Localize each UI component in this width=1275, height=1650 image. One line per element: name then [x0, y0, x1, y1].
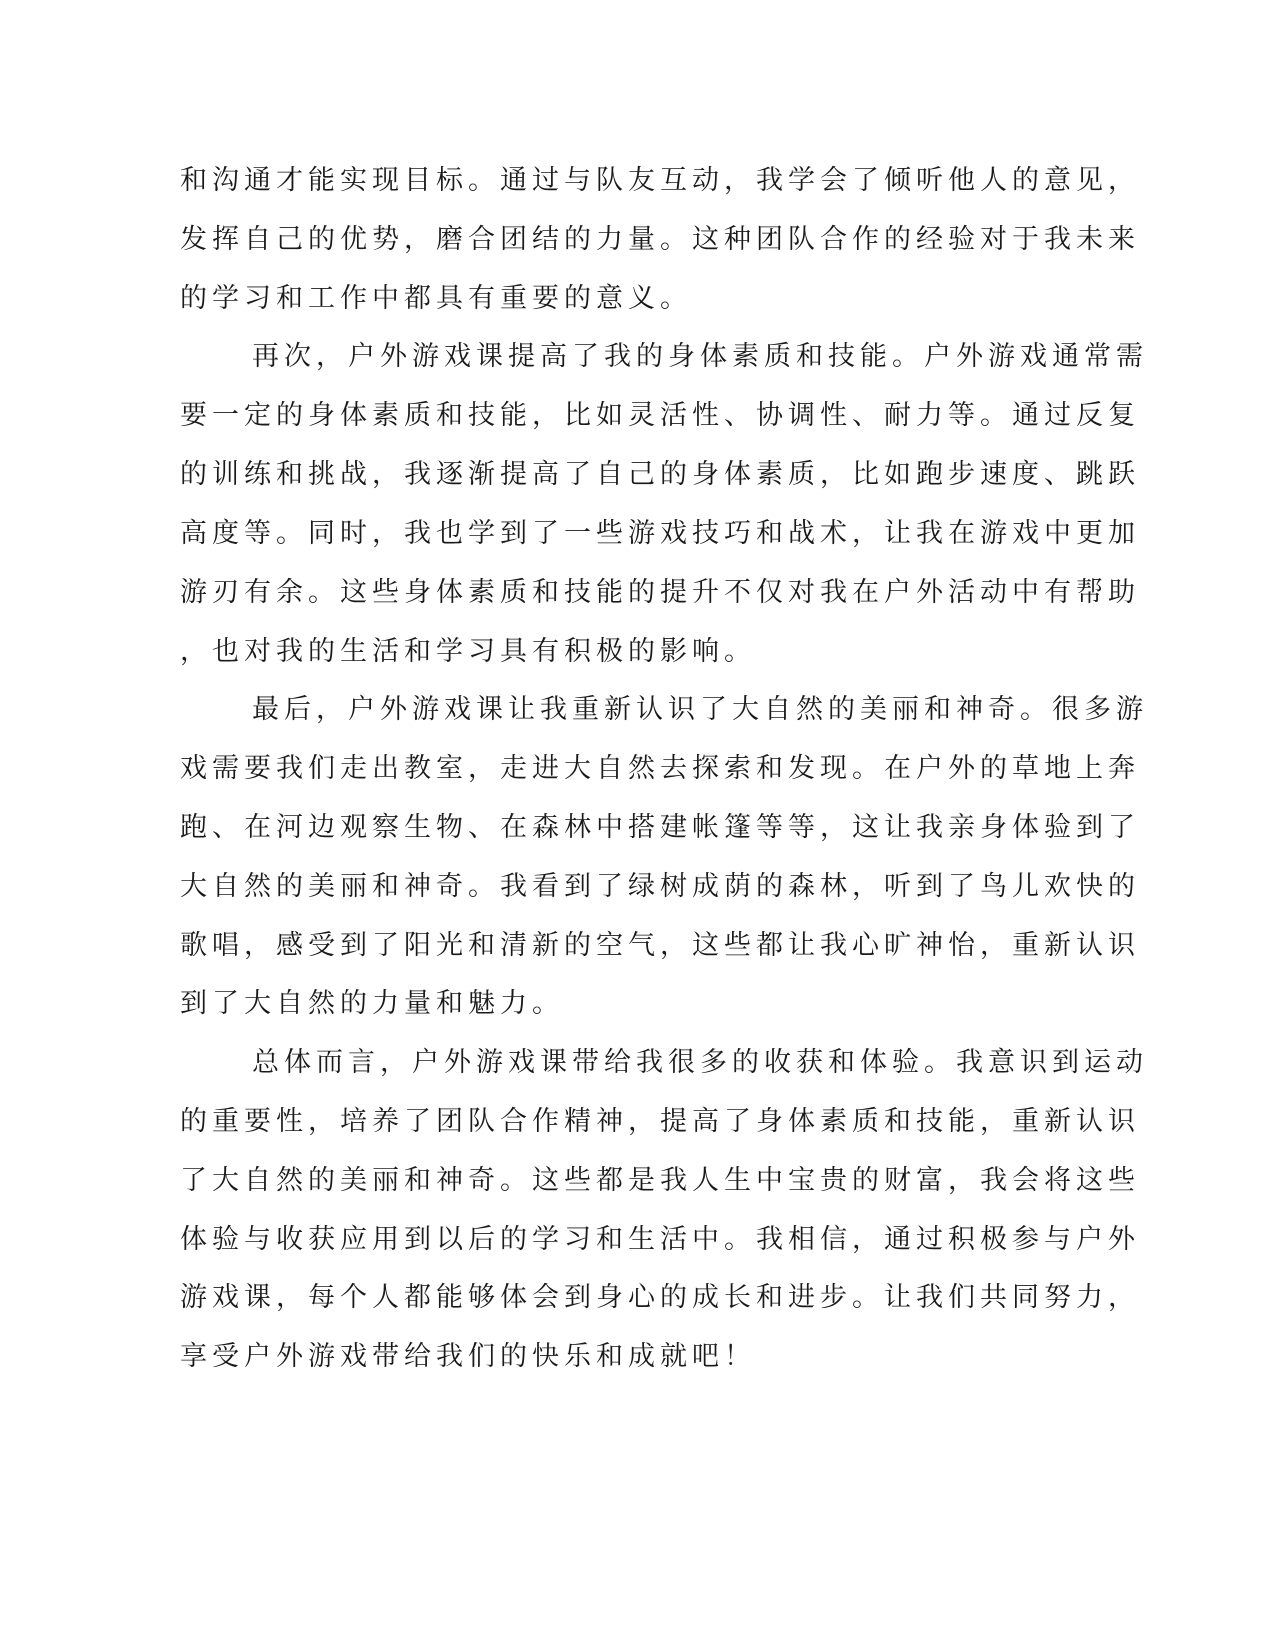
paragraph-3-line-3: 跑、在河边观察生物、在森林中搭建帐篷等等，这让我亲身体验到了 [180, 812, 1140, 843]
paragraph-3-line-2: 戏需要我们走出教室，走进大自然去探索和发现。在户外的草地上奔 [180, 753, 1140, 784]
paragraph-2-line-2: 要一定的身体素质和技能，比如灵活性、协调性、耐力等。通过反复 [180, 400, 1140, 431]
paragraph-1-line-2: 发挥自己的优势，磨合团结的力量。这种团队合作的经验对于我未来 [180, 224, 1140, 255]
paragraph-4-line-4: 体验与收获应用到以后的学习和生活中。我相信，通过积极参与户外 [180, 1224, 1140, 1255]
paragraph-3-line-1: 最后，户外游戏课让我重新认识了大自然的美丽和神奇。很多游 [252, 694, 1148, 725]
paragraph-2-line-5: 游刃有余。这些身体素质和技能的提升不仅对我在户外活动中有帮助 [180, 577, 1140, 608]
paragraph-3-line-6: 到了大自然的力量和魅力。 [180, 988, 564, 1019]
paragraph-2-line-3: 的训练和挑战，我逐渐提高了自己的身体素质，比如跑步速度、跳跃 [180, 459, 1140, 490]
paragraph-1-line-3: 的学习和工作中都具有重要的意义。 [180, 283, 692, 314]
paragraph-1-line-1: 和沟通才能实现目标。通过与队友互动，我学会了倾听他人的意见， [180, 165, 1140, 196]
paragraph-3-line-4: 大自然的美丽和神奇。我看到了绿树成荫的森林，听到了鸟儿欢快的 [180, 871, 1140, 902]
paragraph-4-line-1: 总体而言，户外游戏课带给我很多的收获和体验。我意识到运动 [252, 1047, 1148, 1078]
paragraph-2-line-4: 高度等。同时，我也学到了一些游戏技巧和战术，让我在游戏中更加 [180, 518, 1140, 549]
paragraph-4-line-2: 的重要性，培养了团队合作精神，提高了身体素质和技能，重新认识 [180, 1106, 1140, 1137]
paragraph-4-line-6: 享受户外游戏带给我们的快乐和成就吧！ [180, 1341, 756, 1372]
paragraph-4-line-5: 游戏课，每个人都能够体会到身心的成长和进步。让我们共同努力， [180, 1282, 1140, 1313]
paragraph-2-line-1: 再次，户外游戏课提高了我的身体素质和技能。户外游戏通常需 [252, 341, 1148, 372]
paragraph-2-line-6: ，也对我的生活和学习具有积极的影响。 [180, 636, 756, 667]
paragraph-3-line-5: 歌唱，感受到了阳光和清新的空气，这些都让我心旷神怡，重新认识 [180, 930, 1140, 961]
paragraph-4-line-3: 了大自然的美丽和神奇。这些都是我人生中宝贵的财富，我会将这些 [180, 1165, 1140, 1196]
